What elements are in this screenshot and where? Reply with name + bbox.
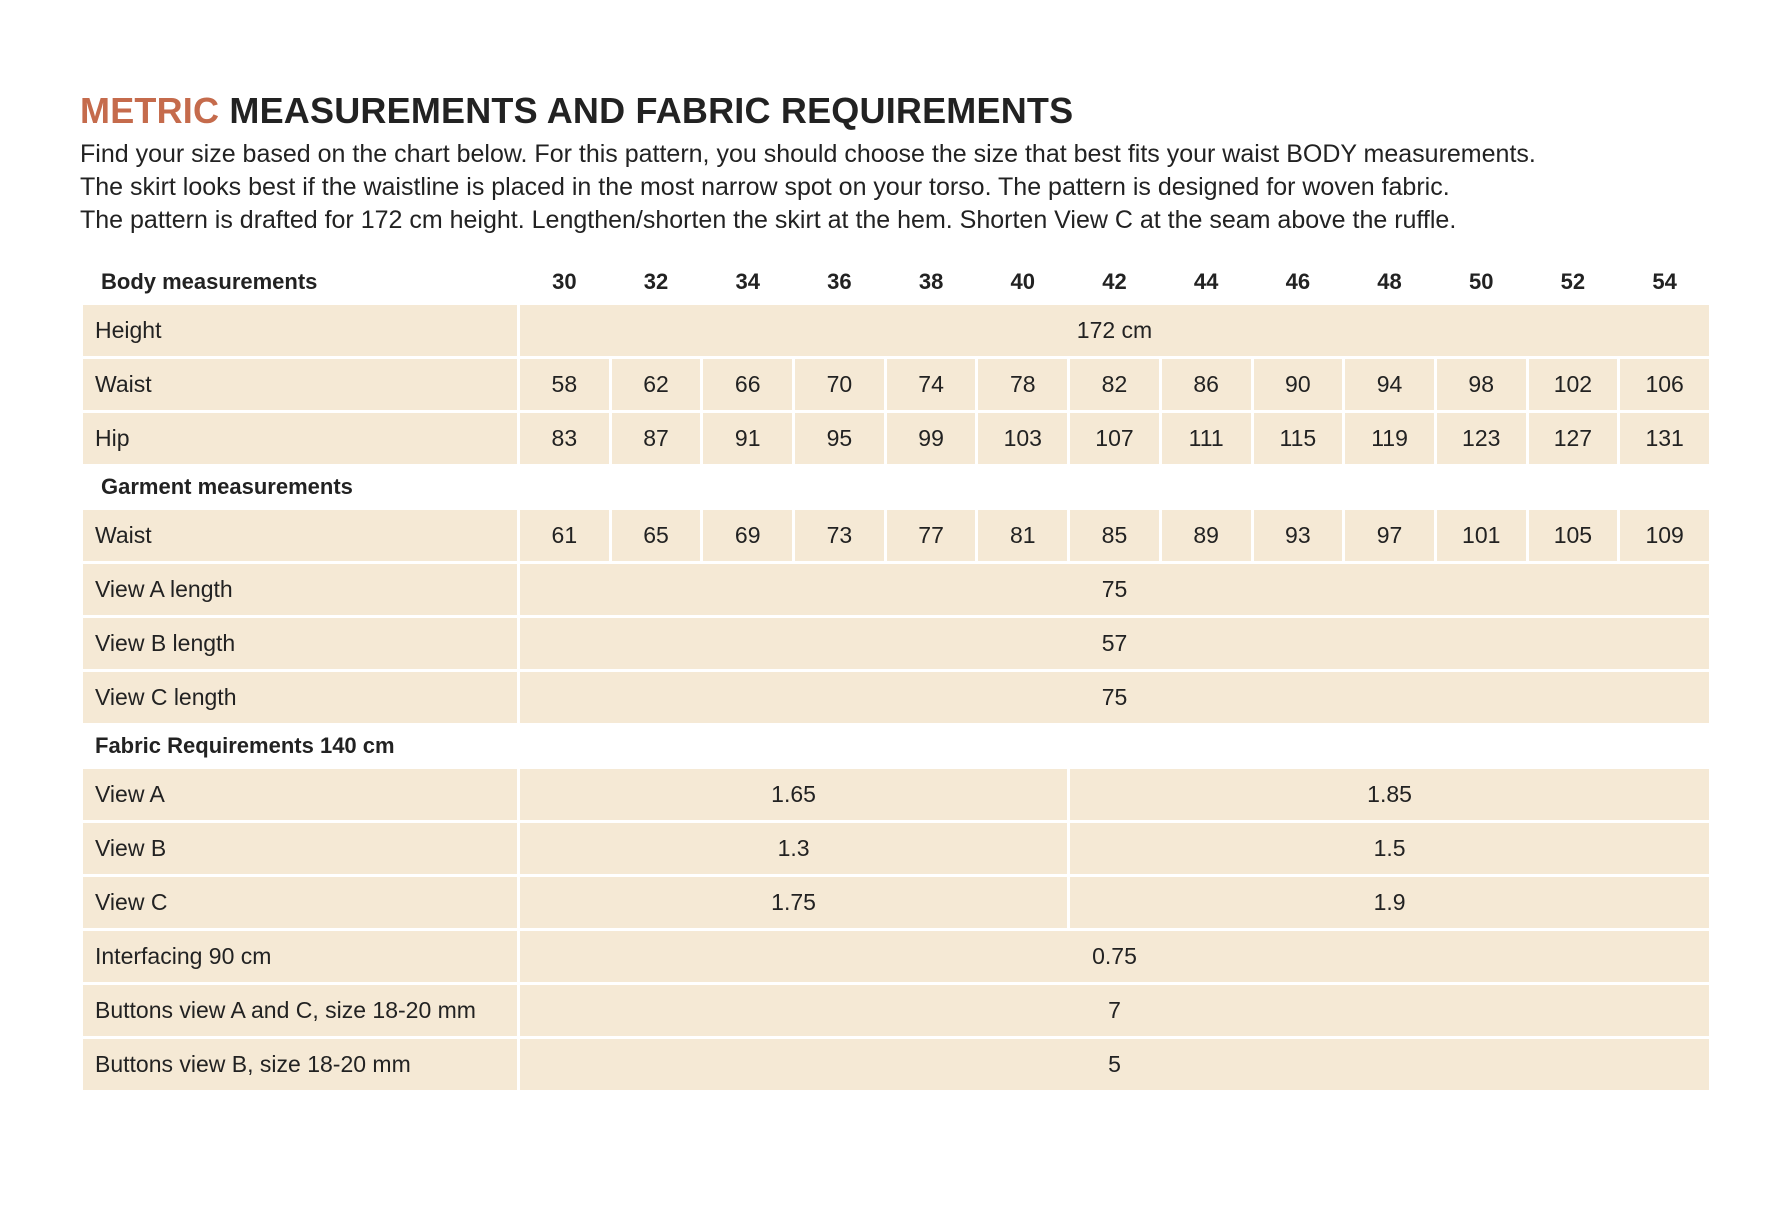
table-cell: 78 (978, 359, 1067, 410)
table-cell: 107 (1070, 413, 1159, 464)
table-cell: 106 (1620, 359, 1709, 410)
table-cell: 77 (887, 510, 976, 561)
size-header: 40 (1010, 269, 1036, 294)
table-cell: 70 (795, 359, 884, 410)
table-cell: 75 (520, 564, 1709, 615)
size-header: 54 (1652, 269, 1677, 294)
table-cell: 62 (612, 359, 701, 410)
table-cell: 0.75 (520, 931, 1709, 982)
table-cell: 1.3 (520, 823, 1067, 874)
table-cell: 1.75 (520, 877, 1067, 928)
size-header: 50 (1468, 269, 1494, 294)
table-cell: 97 (1345, 510, 1434, 561)
table-row (83, 985, 1709, 1036)
table-cell: 95 (795, 413, 884, 464)
table-cell: 73 (795, 510, 884, 561)
table-cell: 123 (1437, 413, 1526, 464)
size-header-row (83, 262, 1709, 302)
table-cell: 101 (1437, 510, 1526, 561)
table-cell: 103 (978, 413, 1067, 464)
row-label-view-c-length: View C length (83, 672, 517, 723)
table-row (83, 931, 1709, 982)
table-cell: 105 (1529, 510, 1618, 561)
row-label-fabric-view-b: View B (83, 823, 517, 874)
table-row (83, 413, 1709, 464)
intro-text (80, 138, 1720, 237)
table-cell: 1.65 (520, 769, 1067, 820)
title-accent: METRIC (80, 90, 220, 131)
table-cell: 58 (520, 359, 609, 410)
table-cell: 75 (520, 672, 1709, 723)
table-cell: 99 (887, 413, 976, 464)
row-label-buttons-ac: Buttons view A and C, size 18-20 mm (83, 985, 517, 1036)
table-row (83, 510, 1709, 561)
table-cell: 61 (520, 510, 609, 561)
table-cell: 83 (520, 413, 609, 464)
table-row (83, 769, 1709, 820)
title-rest: MEASUREMENTS AND FABRIC REQUIREMENTS (219, 90, 1074, 131)
body-measurements-heading: Body measurements (101, 269, 318, 294)
table-cell: 91 (703, 413, 792, 464)
table-row (83, 618, 1709, 669)
intro-line: The pattern is drafted for 172 cm height. Lengthen/shorten the skirt at the hem. Shorten View C at the seam above the ruffle. (80, 206, 1457, 234)
size-chart-table (80, 259, 1712, 1093)
fabric-requirements-heading: Fabric Requirements 140 cm (95, 733, 395, 758)
size-header: 52 (1560, 269, 1586, 294)
table-cell: 90 (1254, 359, 1343, 410)
intro-line: The skirt looks best if the waistline is placed in the most narrow spot on your torso. The pattern is designed for woven fabric. (80, 173, 1450, 201)
table-cell: 7 (520, 985, 1709, 1036)
table-cell: 81 (978, 510, 1067, 561)
table-cell: 65 (612, 510, 701, 561)
table-row (83, 672, 1709, 723)
table-cell: 1.85 (1070, 769, 1709, 820)
size-header: 48 (1377, 269, 1402, 294)
table-cell: 94 (1345, 359, 1434, 410)
row-label-view-b-length: View B length (83, 618, 517, 669)
table-cell: 109 (1620, 510, 1709, 561)
table-cell: 1.9 (1070, 877, 1709, 928)
table-cell: 69 (703, 510, 792, 561)
table-row (83, 1039, 1709, 1090)
table-cell: 57 (520, 618, 1709, 669)
table-cell: 111 (1162, 413, 1251, 464)
table-row (83, 564, 1709, 615)
size-header: 38 (918, 269, 944, 294)
row-label-fabric-view-a: View A (83, 769, 517, 820)
table-cell: 85 (1070, 510, 1159, 561)
size-header: 30 (552, 269, 577, 294)
section-header-row (83, 467, 1709, 507)
table-cell: 74 (887, 359, 976, 410)
garment-measurements-heading: Garment measurements (101, 474, 353, 499)
table-row (83, 359, 1709, 410)
size-header: 32 (643, 269, 669, 294)
table-cell: 127 (1529, 413, 1618, 464)
size-header: 36 (827, 269, 852, 294)
page-title (80, 88, 1720, 134)
table-row (83, 823, 1709, 874)
page (80, 88, 1720, 1093)
table-cell: 1.5 (1070, 823, 1709, 874)
row-label-garment-waist: Waist (83, 510, 517, 561)
table-row (83, 877, 1709, 928)
row-label-body-waist: Waist (83, 359, 517, 410)
size-header: 46 (1285, 269, 1311, 294)
table-cell: 98 (1437, 359, 1526, 410)
row-label-buttons-b: Buttons view B, size 18-20 mm (83, 1039, 517, 1090)
table-cell: 66 (703, 359, 792, 410)
table-cell: 82 (1070, 359, 1159, 410)
intro-line: Find your size based on the chart below. For this pattern, you should choose the size that best fits your waist BODY measurements. (80, 140, 1536, 168)
row-label-fabric-view-c: View C (83, 877, 517, 928)
table-cell: 119 (1345, 413, 1434, 464)
row-label-height: Height (83, 305, 517, 356)
size-header: 42 (1102, 269, 1127, 294)
table-cell: 131 (1620, 413, 1709, 464)
table-cell: 87 (612, 413, 701, 464)
row-label-hip: Hip (83, 413, 517, 464)
table-cell: 86 (1162, 359, 1251, 410)
size-header: 44 (1193, 269, 1219, 294)
table-cell: 115 (1254, 413, 1343, 464)
table-cell: 93 (1254, 510, 1343, 561)
row-label-interfacing: Interfacing 90 cm (83, 931, 517, 982)
size-header: 34 (735, 269, 760, 294)
table-cell: 89 (1162, 510, 1251, 561)
section-header-row (83, 726, 1709, 766)
row-label-view-a-length: View A length (83, 564, 517, 615)
table-row (83, 305, 1709, 356)
height-value: 172 cm (520, 305, 1709, 356)
table-cell: 5 (520, 1039, 1709, 1090)
table-cell: 102 (1529, 359, 1618, 410)
